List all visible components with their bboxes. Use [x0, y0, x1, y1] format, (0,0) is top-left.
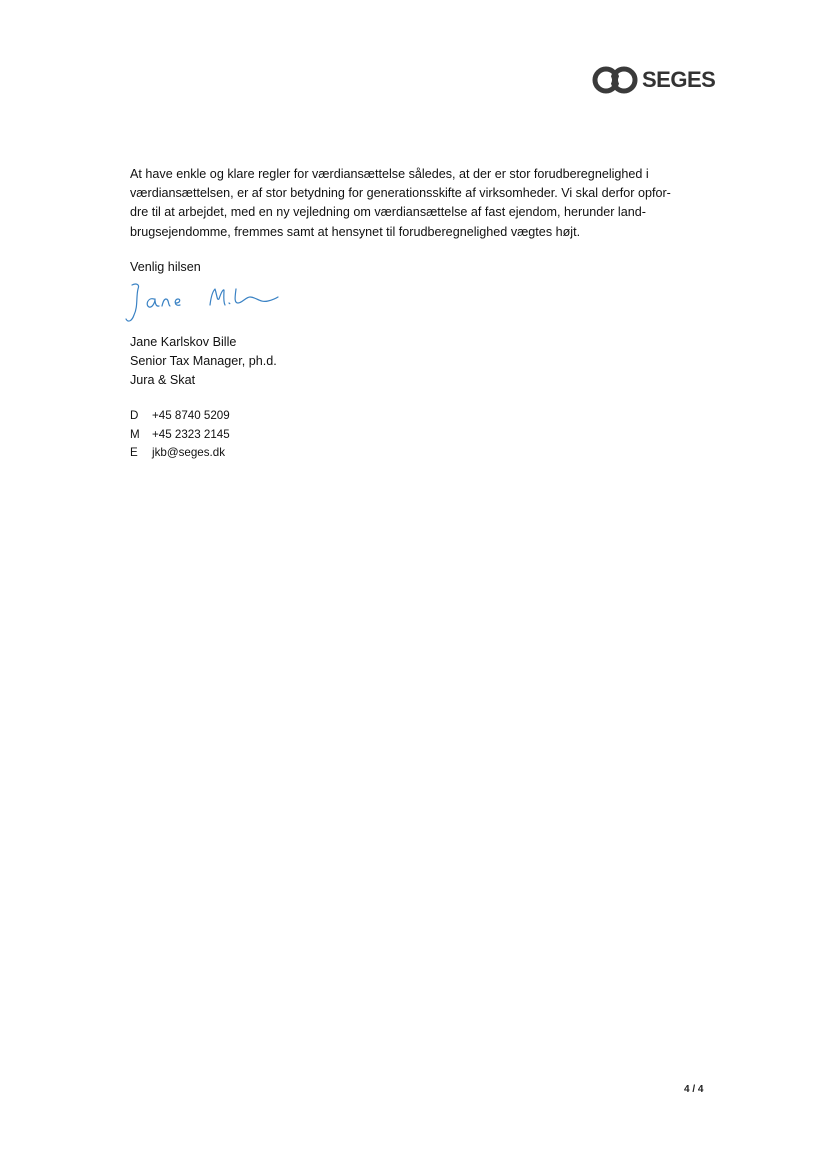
paragraph-line: At have enkle og klare regler for værdiansættelse således, at der er stor forudberegnelighed i — [130, 167, 649, 181]
logo-wordmark: SEGES — [642, 67, 716, 92]
handwritten-signature — [118, 275, 288, 335]
closing-salutation: Venlig hilsen — [130, 260, 201, 274]
contact-key: D — [130, 409, 139, 422]
sender-department: Jura & Skat — [130, 373, 196, 388]
paragraph-line: dre til at arbejdet, med en ny vejledning om værdiansættelse af fast ejendom, herunder land- — [130, 205, 646, 220]
contact-key: E — [130, 446, 138, 459]
direct-phone: +45 8740 5209 — [152, 409, 230, 422]
sender-block — [130, 333, 277, 391]
paragraph-line: værdiansættelsen, er af stor betydning for generationsskifte af virksomheder. Vi skal derfor opfor- — [130, 186, 671, 201]
body-paragraph — [130, 165, 720, 242]
seges-logo — [592, 62, 714, 98]
contact-key: M — [130, 427, 140, 441]
paragraph-line: brugsejendomme, fremmes samt at hensynet til forudberegnelighed vægtes højt. — [130, 224, 581, 239]
sender-title: Senior Tax Manager, ph.d. — [130, 354, 277, 369]
sender-name: Jane Karlskov Bille — [130, 335, 237, 349]
contact-row-mobile — [130, 426, 230, 445]
mobile-phone: +45 2323 2145 — [152, 427, 230, 441]
email-address: jkb@seges.dk — [152, 446, 225, 459]
contact-details — [130, 407, 230, 463]
seges-logo-icon — [592, 62, 642, 98]
contact-row-direct — [130, 407, 230, 426]
contact-row-email — [130, 444, 230, 463]
page-number: 4 / 4 — [684, 1084, 704, 1095]
